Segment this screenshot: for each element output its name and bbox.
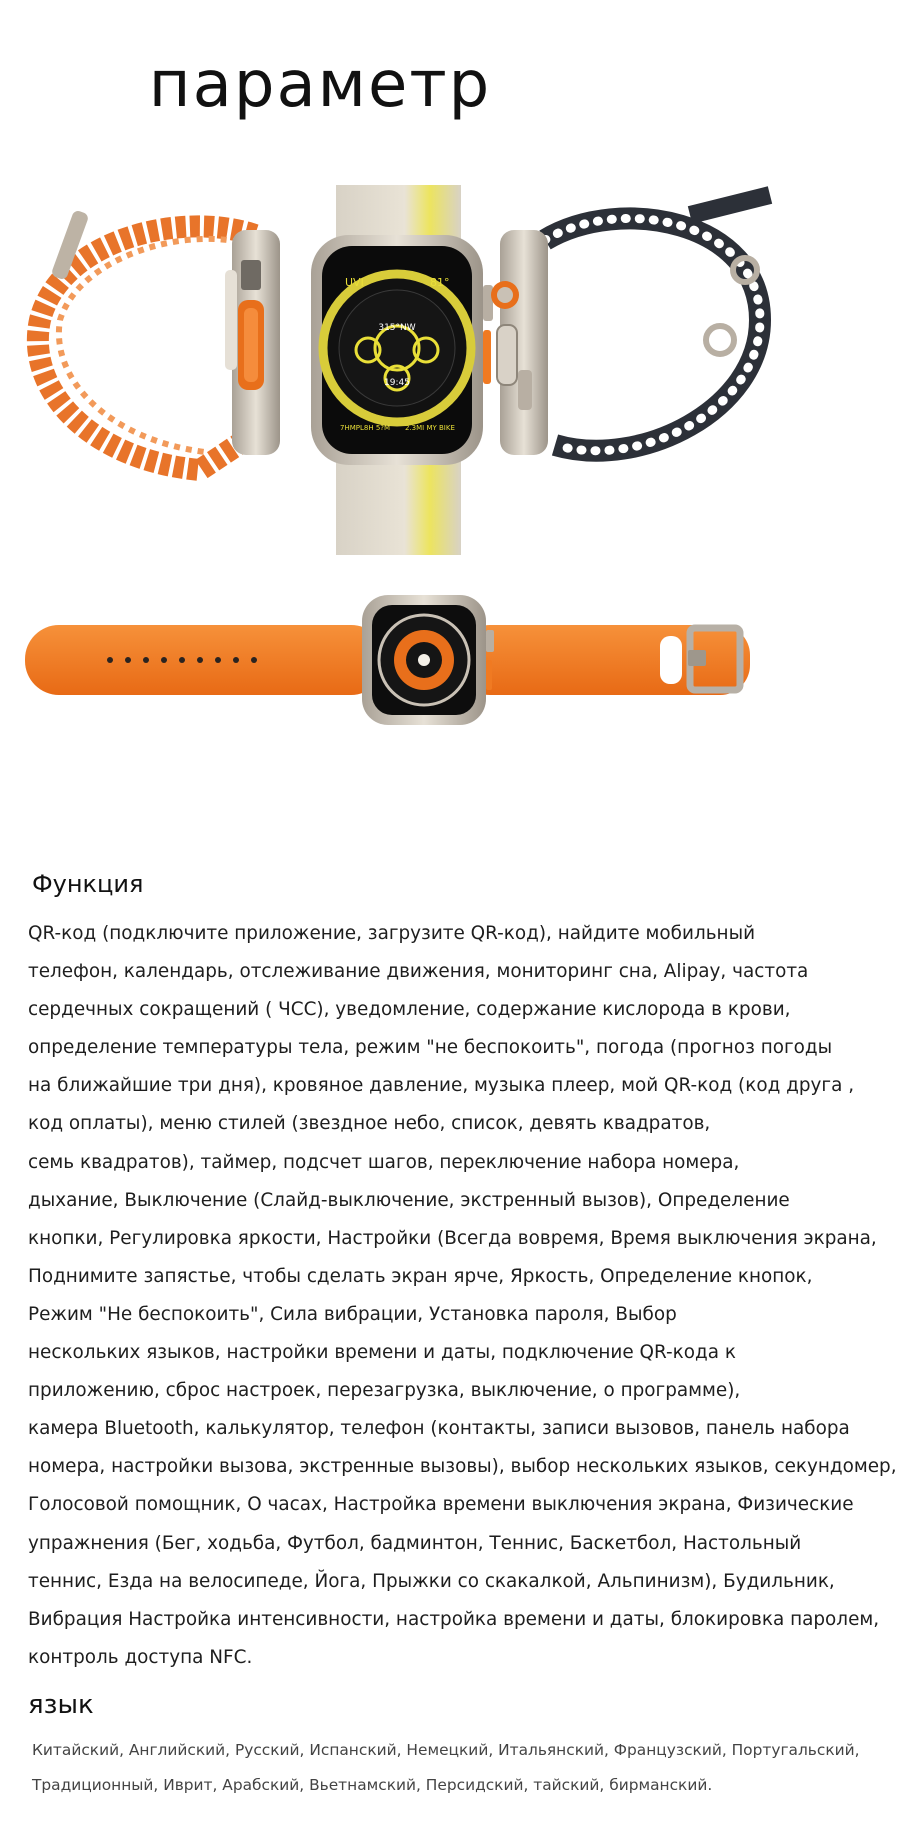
function-heading: Функция <box>32 870 144 898</box>
language-heading: язык <box>28 1690 94 1720</box>
watch-face-bottom-right: 2.3MI MY BIKE <box>405 424 455 432</box>
function-text-line: нескольких языков, настройки времени и даты, подключение QR-кода к <box>28 1342 736 1364</box>
function-text-line: QR-код (подключите приложение, загрузите QR-код), найдите мобильный <box>28 923 756 944</box>
watch-front-trail-loop <box>311 185 493 555</box>
function-text-line: упражнения (Бег, ходьба, Футбол, бадминтон, Теннис, Баскетбол, Настольный <box>28 1532 802 1554</box>
function-text-line: Вибрация Настройка интенсивности, настройка времени и даты, блокировка паролем, <box>28 1608 880 1630</box>
page-title: параметр <box>148 48 492 122</box>
watch-face-compass: 315°NW <box>378 323 416 333</box>
watch-front-orange-band <box>25 595 750 725</box>
function-text-line: сердечных сокращений ( ЧСС), уведомление, содержание кислорода в крови, <box>28 999 791 1021</box>
language-text-line: Китайский, Английский, Русский, Испанский, Немецкий, Итальянский, Французский, Португальский, <box>32 1741 860 1759</box>
watch-face-temp: 81° <box>430 276 450 289</box>
watch-side-orange-loop <box>38 209 280 470</box>
function-description <box>28 915 897 1677</box>
watch-face-time: 19:45 <box>384 378 410 388</box>
function-text-line: Голосовой помощник, О часах, Настройка времени выключения экрана, Физические <box>28 1494 854 1516</box>
function-text-line: теннис, Езда на велосипеде, Йога, Прыжки со скакалкой, Альпинизм), Будильник, <box>28 1570 835 1592</box>
function-text-line: на ближайшие три дня), кровяное давление, музыка плеер, мой QR-код (код друга , <box>28 1075 855 1097</box>
watch-face-bottom-left: 7HMPL8H 5?M <box>340 424 391 432</box>
language-list <box>32 1733 860 1803</box>
function-text-line: код оплаты), меню стилей (звездное небо, список, девять квадратов, <box>28 1113 711 1135</box>
product-image <box>0 200 790 720</box>
function-text-line: Режим "Не беспокоить", Сила вибрации, Установка пароля, Выбор <box>28 1303 677 1325</box>
function-text-line: дыхание, Выключение (Слайд-выключение, экстренный вызов), Определение <box>28 1189 790 1211</box>
function-text-line: камера Bluetooth, калькулятор, телефон (контакты, записи вызовов, панель набора <box>28 1418 850 1440</box>
function-text-line: контроль доступа NFC. <box>28 1646 253 1668</box>
function-text-line: определение температуры тела, режим "не беспокоить", погода (прогноз погоды <box>28 1037 833 1059</box>
function-text-line: телефон, календарь, отслеживание движения, мониторинг сна, Alipay, частота <box>28 961 809 983</box>
watch-face-uvi: UVI <box>345 276 364 289</box>
watch-side-ocean-band <box>491 195 770 455</box>
function-text-line: Поднимите запястье, чтобы сделать экран ярче, Яркость, Определение кнопок, <box>28 1265 813 1287</box>
function-text-line: номера, настройки вызова, экстренные вызовы), выбор нескольких языков, секундомер, <box>28 1456 897 1478</box>
function-text-line: семь квадратов), таймер, подсчет шагов, переключение набора номера, <box>28 1151 740 1173</box>
language-text-line: Традиционный, Иврит, Арабский, Вьетнамский, Персидский, тайский, бирманский. <box>32 1776 713 1794</box>
function-text-line: приложению, сброс настроек, перезагрузка, выключение, о программе), <box>28 1380 741 1402</box>
function-text-line: кнопки, Регулировка яркости, Настройки (Всегда вовремя, Время выключения экрана, <box>28 1227 877 1249</box>
